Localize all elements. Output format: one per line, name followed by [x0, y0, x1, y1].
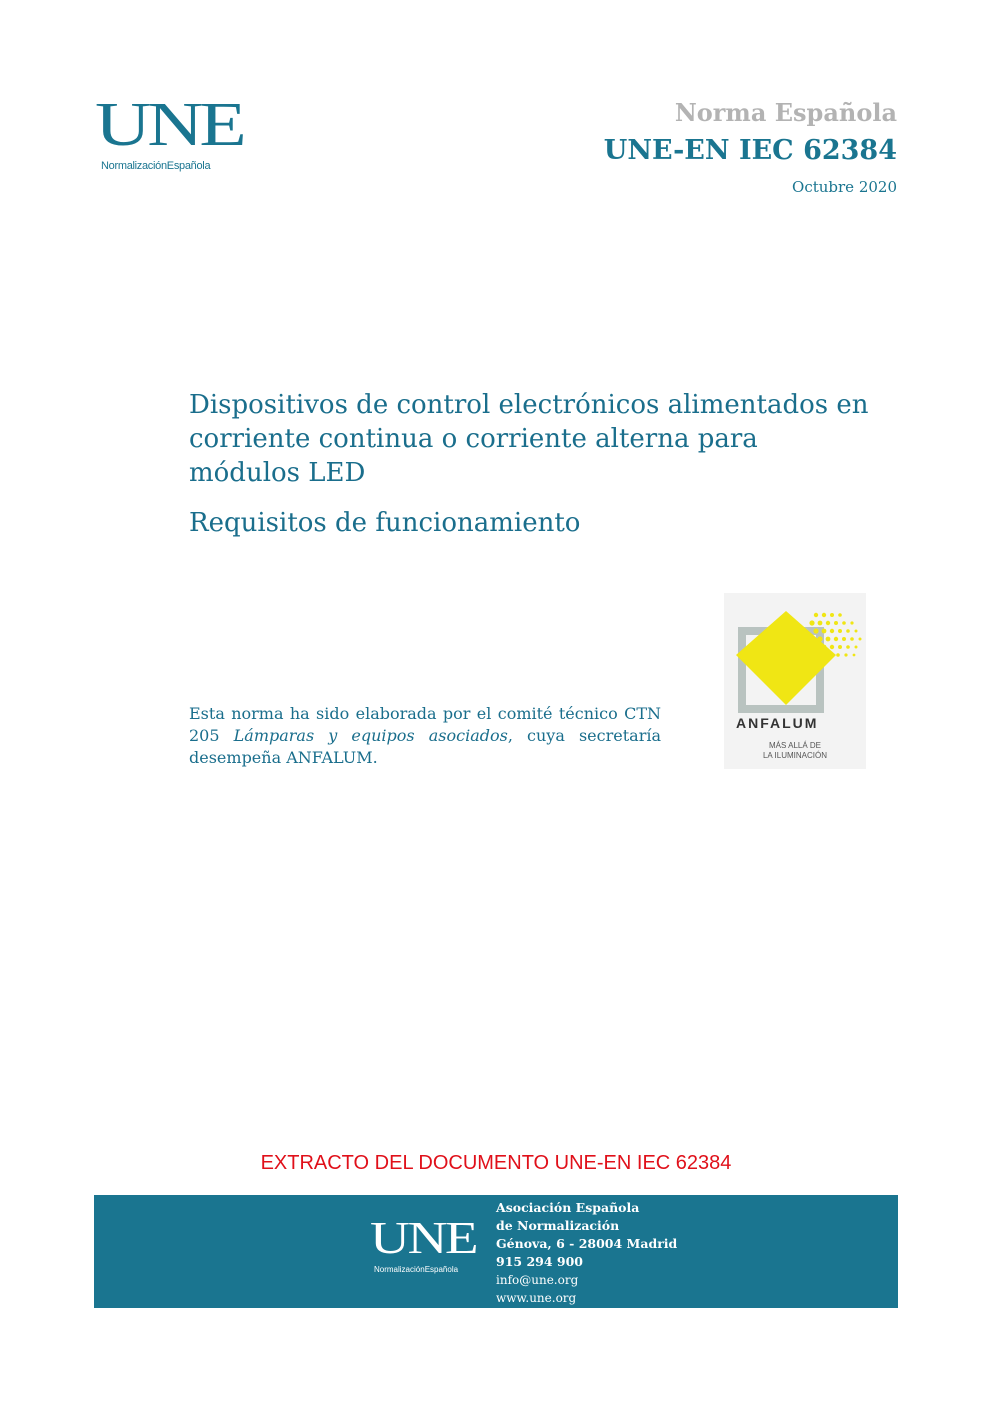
une-logo-tagline [101, 160, 210, 172]
footer-email-link[interactable]: info@une.org [496, 1273, 579, 1287]
footer-phone: 915 294 900 [496, 1254, 583, 1269]
une-logo-tag-espanola: Española [166, 160, 211, 172]
anfalum-claim [724, 741, 866, 761]
footer-org-line2: de Normalización [496, 1218, 620, 1233]
footer-logo-letters: UNE [370, 1212, 477, 1263]
une-logo-letters: UNE [95, 91, 244, 159]
footer-logo-tagline [374, 1265, 458, 1274]
committee-text-post: , cuya secretaría desempeña ANFALUM. [189, 726, 661, 767]
anfalum-emblem-icon [724, 593, 866, 717]
une-logo [95, 91, 245, 174]
committee-name: Lámparas y equipos asociados [233, 726, 508, 745]
anfalum-logo [724, 593, 866, 769]
footer-web-link[interactable]: www.une.org [496, 1291, 577, 1305]
anfalum-claim-line2: LA ILUMINACIÓN [762, 751, 827, 760]
footer-logo-tag-espanola: Española [424, 1265, 459, 1274]
footer-une-logo [370, 1212, 477, 1274]
anfalum-claim-line1: MÁS ALLÁ DE [768, 741, 822, 750]
footer-logo-tag-normalizacion: Normalización [374, 1265, 425, 1274]
publication-date: Octubre 2020 [792, 178, 897, 196]
document-title: Dispositivos de control electrónicos alimentados en corriente continua o corriente alterna para módulos LED [189, 390, 869, 488]
committee-text-pre: Esta norma ha sido elaborada por el comité técnico CTN 205 [189, 704, 661, 745]
footer-band [94, 1195, 898, 1308]
une-logo-tag-normalizacion: Normalización [101, 160, 167, 172]
document-subtitle: Requisitos de funcionamiento [189, 508, 581, 538]
footer-address-block [496, 1199, 677, 1307]
extract-heading: EXTRACTO DEL DOCUMENTO UNE-EN IEC 62384 [260, 1152, 732, 1174]
standard-code: UNE-EN IEC 62384 [603, 135, 897, 166]
anfalum-brand: ANFALUM [736, 715, 819, 731]
committee-statement [189, 703, 661, 769]
norma-label: Norma Española [674, 98, 897, 127]
footer-org-line1: Asociación Española [496, 1200, 640, 1215]
footer-address: Génova, 6 - 28004 Madrid [496, 1236, 678, 1251]
